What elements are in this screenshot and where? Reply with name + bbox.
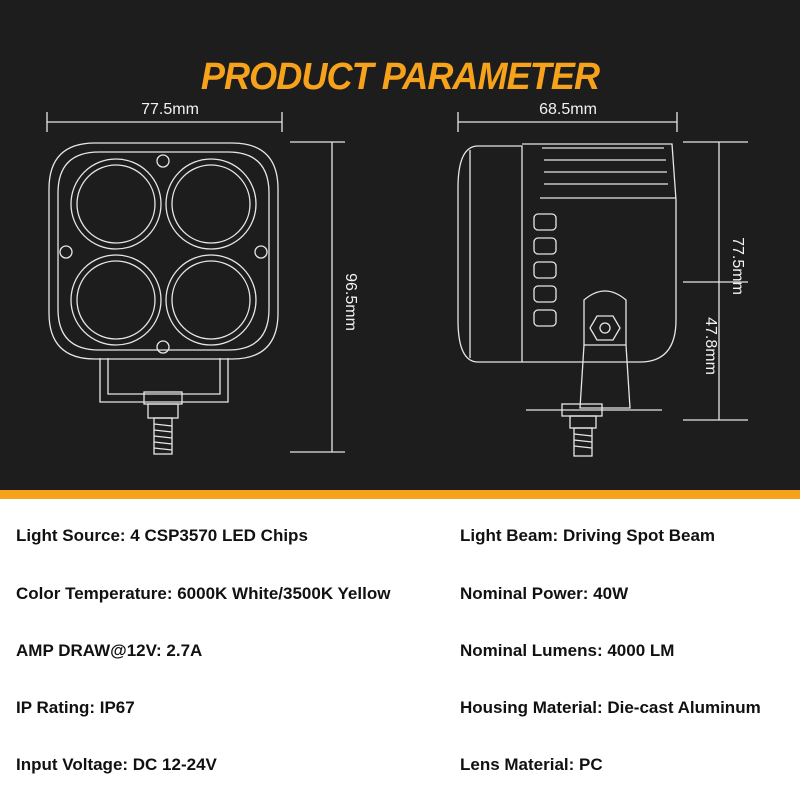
spec-nominal-power: Nominal Power: 40W (460, 584, 629, 603)
front-width-label: 77.5mm (141, 101, 199, 118)
spec-ip-rating: IP Rating: IP67 (16, 698, 135, 717)
front-height-label: 96.5mm (342, 273, 359, 331)
accent-divider (0, 490, 800, 499)
spec-input-voltage: Input Voltage: DC 12-24V (16, 755, 217, 774)
spec-amp-draw: AMP DRAW@12V: 2.7A (16, 641, 203, 660)
side-height-label: 77.5mm (729, 237, 746, 295)
spec-housing-material: Housing Material: Die-cast Aluminum (460, 698, 761, 717)
spec-table (0, 499, 800, 800)
page-title: PRODUCT PARAMETER (200, 56, 600, 98)
spec-color-temperature: Color Temperature: 6000K White/3500K Yellow (16, 584, 391, 603)
spec-lens-material: Lens Material: PC (460, 755, 603, 774)
mount-height-label: 47.8mm (702, 317, 719, 375)
spec-nominal-lumens: Nominal Lumens: 4000 LM (460, 641, 675, 660)
spec-light-beam: Light Beam: Driving Spot Beam (460, 526, 716, 545)
side-view-lamp (458, 112, 748, 456)
front-view-lamp (47, 112, 345, 454)
spec-light-source: Light Source: 4 CSP3570 LED Chips (16, 526, 308, 545)
side-width-label: 68.5mm (539, 101, 597, 118)
